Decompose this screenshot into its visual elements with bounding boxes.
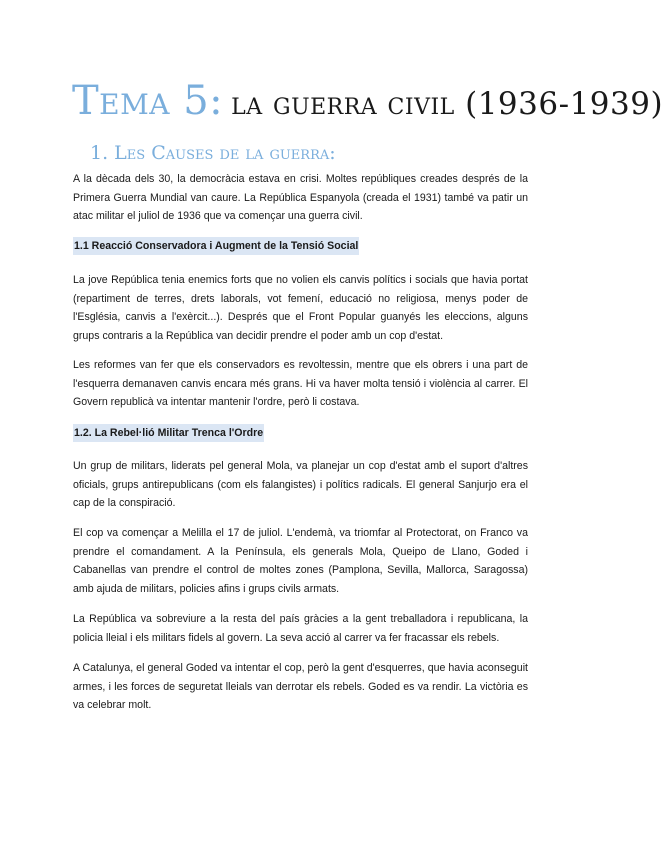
section-1-2-paragraph-4: A Catalunya, el general Goded va intentar el cop, però la gent d'esquerres, que havia aconseguit armes, i les forces de seguretat lleials van derrotar els rebels. Goded es va rendir. La victòria es va celebrar molt. [73, 662, 528, 711]
section-1-2-paragraph-2: El cop va començar a Melilla el 17 de juliol. L'endemà, va triomfar al Protectorat, on Franco va prendre el comandament. A la Península, els generals Mola, Queipo de Llano, Goded i Cabanellas van prendre el control de moltes zones (Pamplona, Sevilla, Mallorca, Saragossa) amb ajuda de militars, policies afins i grups civils armats. [73, 527, 528, 595]
intro-paragraph: A la dècada dels 30, la democràcia estava en crisi. Moltes repúbliques creades després de la Primera Guerra Mundial van caure. La República Espanyola (creada el 1931) també va patir un atac militar el juliol de 1936 que va començar una guerra civil. [73, 173, 528, 222]
title-text: la guerra civil (1936-1939) [231, 86, 663, 122]
section-1-2-paragraph-1: Un grup de militars, liderats pel general Mola, va planejar un cop d'estat amb el suport d'altres oficials, grups antirepublicans (com els falangistes) i polítics radicals. El general Sanjurjo era el cap de la conspiració. [73, 460, 528, 509]
section-1-1-paragraph-2: Les reformes van fer que els conservadors es revoltessin, mentre que els obrers i una part de l'esquerra demanaven canvis encara més grans. Hi va haver molta tensió i violència al carrer. El Govern republicà va intentar mantenir l'ordre, però li costava. [73, 359, 528, 408]
page-title [72, 78, 663, 124]
section-subtitle: 1. Les Causes de la guerra: [90, 142, 336, 164]
section-1-2-heading: 1.2. La Rebel·lió Militar Trenca l'Ordre [73, 424, 264, 442]
section-1-2-paragraph-3: La República va sobreviure a la resta del país gràcies a la gent treballadora i republicana, la policia lleial i els militars fidels al govern. La seva acció al carrer va fer fracassar els rebels. [73, 613, 528, 644]
title-number: Tema 5: [72, 78, 224, 124]
section-1-1-heading: 1.1 Reacció Conservadora i Augment de la Tensió Social [73, 237, 359, 255]
section-1-1-paragraph-1: La jove República tenia enemics forts que no volien els canvis polítics i socials que havia portat (repartiment de terres, drets laborals, vot femení, educació no religiosa, menys poder de l'Església, canvis a l'exèrcit...). Després que el Front Popular guanyés les eleccions, alguns grups contraris a la República van decidir prendre el poder amb un cop d'estat. [73, 274, 528, 342]
